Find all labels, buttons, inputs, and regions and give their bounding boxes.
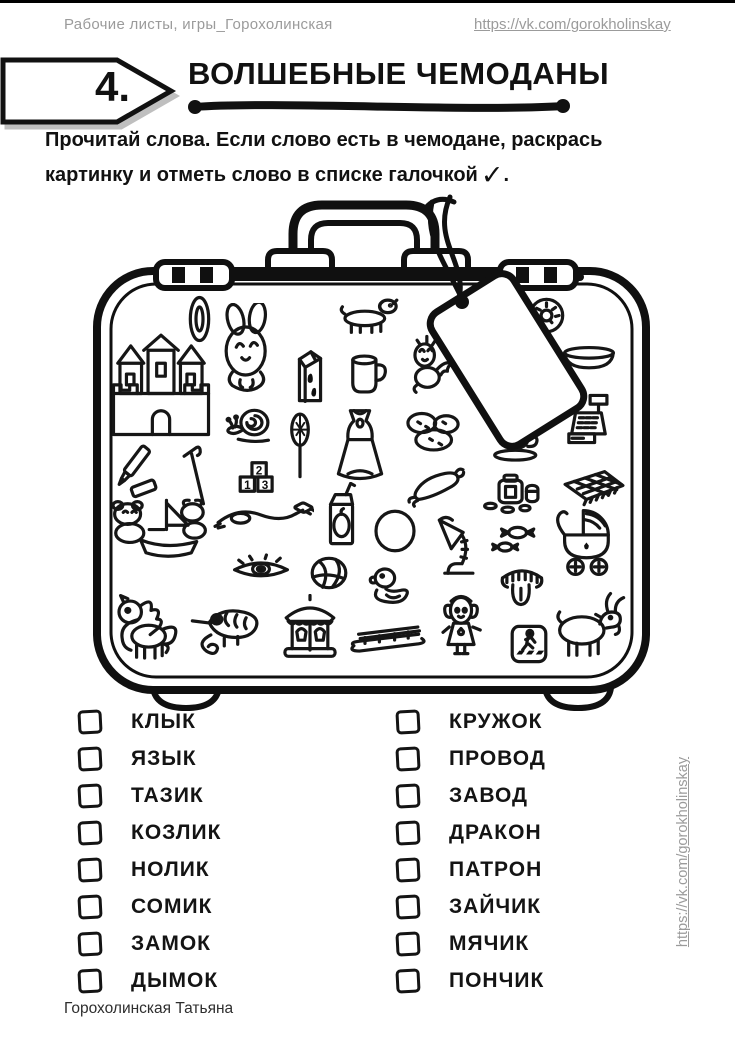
teacup-icon xyxy=(489,415,546,464)
word-row-right-8 xyxy=(396,962,714,999)
dress-icon xyxy=(330,406,390,484)
checkbox-left-1[interactable] xyxy=(77,709,102,734)
checklist-column-right xyxy=(396,703,714,999)
checkbox-right-2[interactable] xyxy=(395,746,420,771)
checkbox-right-5[interactable] xyxy=(395,857,420,882)
checkbox-right-4[interactable] xyxy=(395,820,420,845)
mug-icon xyxy=(340,342,398,406)
word-label: МЯЧИК xyxy=(449,931,530,955)
castle-icon xyxy=(107,333,215,441)
word-row-right-6 xyxy=(396,888,714,925)
dragon-icon xyxy=(402,334,456,396)
word-row-left-7 xyxy=(78,925,396,962)
checkbox-left-3[interactable] xyxy=(77,783,102,808)
word-row-right-7 xyxy=(396,925,714,962)
svg-text:1: 1 xyxy=(244,478,251,492)
side-vk-link[interactable]: https://vk.com/gorokholinskay xyxy=(675,756,691,948)
word-label: КОЗЛИК xyxy=(131,820,222,844)
checkbox-left-4[interactable] xyxy=(77,820,102,845)
goat-icon xyxy=(549,584,631,664)
word-label: СОМИК xyxy=(131,894,213,918)
word-label: ТАЗИК xyxy=(131,783,204,807)
word-label: ПРОВОД xyxy=(449,746,546,770)
milk-carton-icon xyxy=(288,337,332,411)
checkbox-left-6[interactable] xyxy=(77,894,102,919)
word-label: ЗАЙЧИК xyxy=(449,894,542,918)
header-credit: Рабочие листы, игры_Горохолинская xyxy=(64,16,333,33)
snail-icon xyxy=(222,401,276,450)
checkbox-left-7[interactable] xyxy=(77,931,102,956)
eye-icon xyxy=(231,549,291,589)
tongue-icon xyxy=(495,557,549,615)
word-label: ДРАКОН xyxy=(449,820,542,844)
stroller-icon xyxy=(549,503,627,579)
toys-icon xyxy=(106,490,214,576)
word-label: ЗАВОД xyxy=(449,783,528,807)
doll-icon xyxy=(430,589,492,665)
word-row-left-6 xyxy=(78,888,396,925)
duck-icon xyxy=(366,561,420,611)
checkbox-left-8[interactable] xyxy=(77,968,102,993)
cash-register-icon xyxy=(561,388,617,450)
word-label: КЛЫК xyxy=(131,709,196,733)
donut-icon xyxy=(524,293,569,338)
header-vk-link[interactable]: https://vk.com/gorokholinskay xyxy=(474,16,671,33)
footer-author: Горохолинская Татьяна xyxy=(64,1000,234,1017)
lollipop-icon xyxy=(282,412,318,480)
word-label: ЯЗЫК xyxy=(131,746,197,770)
checklist-column-left xyxy=(78,703,396,999)
word-label: ЗАМОК xyxy=(131,931,211,955)
word-row-right-2 xyxy=(396,740,714,777)
word-label: ДЫМОК xyxy=(131,968,219,992)
checkbox-left-5[interactable] xyxy=(77,857,102,882)
word-row-left-8 xyxy=(78,962,396,999)
word-label: КРУЖОК xyxy=(449,709,543,733)
shell-icon xyxy=(305,552,353,594)
word-label: НОЛИК xyxy=(131,857,210,881)
page-title: ВОЛШЕБНЫЕ ЧЕМОДАНЫ xyxy=(188,56,610,91)
bowl-icon xyxy=(557,337,621,381)
candy-icon xyxy=(488,519,540,559)
instructions-line2: картинку и отметь слово в списке галочкой xyxy=(45,164,478,186)
checkbox-right-7[interactable] xyxy=(395,931,420,956)
sled-icon xyxy=(349,616,429,664)
word-row-right-5 xyxy=(396,851,714,888)
checkbox-right-1[interactable] xyxy=(395,709,420,734)
word-row-left-3 xyxy=(78,777,396,814)
task-number: 4. xyxy=(94,63,130,110)
word-row-right-4 xyxy=(396,814,714,851)
word-label: ПОНЧИК xyxy=(449,968,545,992)
chameleon-icon xyxy=(189,585,273,663)
word-row-left-2 xyxy=(78,740,396,777)
instructions-line1: Прочитай слова. Если слово есть в чемодане, раскрась xyxy=(45,129,603,151)
juice-box-icon xyxy=(318,482,366,552)
svg-text:3: 3 xyxy=(261,478,269,492)
pony-icon xyxy=(107,587,187,665)
word-row-right-3 xyxy=(396,777,714,814)
carousel-icon xyxy=(277,594,343,664)
potatoes-icon xyxy=(402,404,468,460)
checkbox-left-2[interactable] xyxy=(77,746,102,771)
rabbit-icon xyxy=(209,303,287,399)
checkbox-right-3[interactable] xyxy=(395,783,420,808)
checkbox-right-8[interactable] xyxy=(395,968,420,993)
word-checklist xyxy=(78,703,714,999)
svg-text:2: 2 xyxy=(255,464,263,478)
word-label: ПАТРОН xyxy=(449,857,543,881)
cord-plug-icon xyxy=(212,488,314,542)
checkbox-right-6[interactable] xyxy=(395,894,420,919)
lamp-icon xyxy=(434,512,488,580)
crosswalk-icon xyxy=(508,622,550,666)
checkmark-glyph: ✓ xyxy=(480,160,504,190)
word-row-left-1 xyxy=(78,703,396,740)
word-row-left-5 xyxy=(78,851,396,888)
word-row-left-4 xyxy=(78,814,396,851)
ball-icon xyxy=(370,505,420,557)
dog-icon xyxy=(336,292,400,340)
instructions-period: . xyxy=(503,164,510,186)
word-row-right-1 xyxy=(396,703,714,740)
